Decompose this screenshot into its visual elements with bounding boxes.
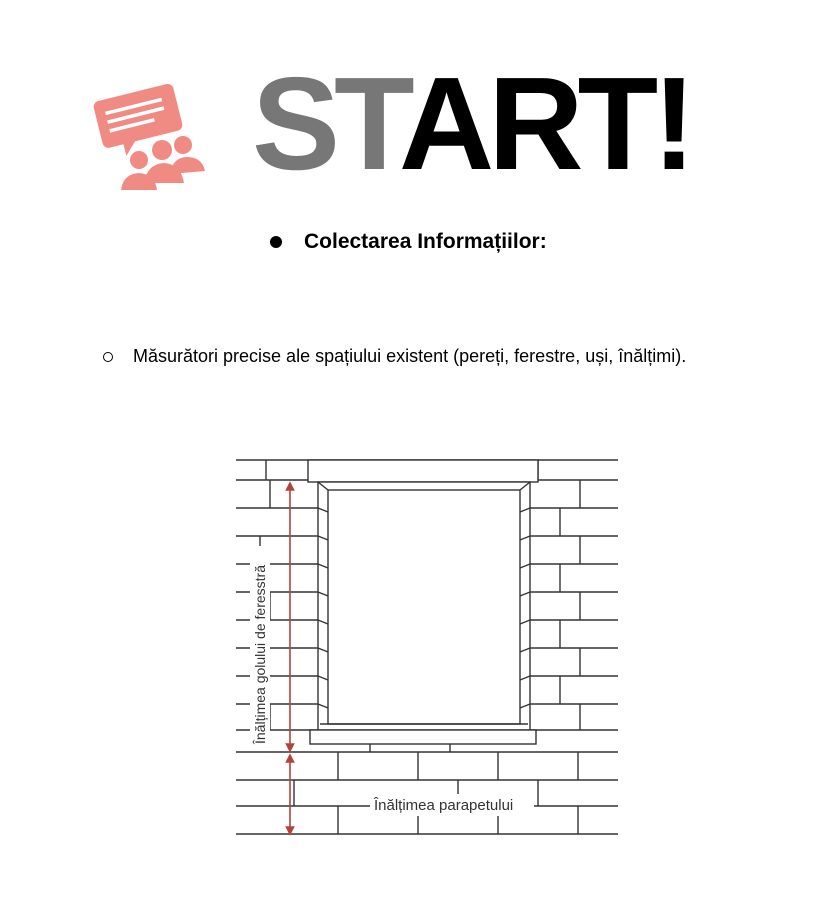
chat-group-icon xyxy=(88,80,213,200)
title-part-black: ART! xyxy=(398,50,691,197)
page-title xyxy=(252,50,691,197)
section-heading: Colectarea Informațiilor: xyxy=(304,230,547,253)
bullet-dot-icon xyxy=(270,236,282,248)
title-part-gray: ST xyxy=(252,50,399,197)
hollow-circle-icon xyxy=(103,352,113,362)
bullet-item xyxy=(270,230,547,254)
parapet-height-label: Înălțimea parapetului xyxy=(374,797,514,814)
window-diagram xyxy=(230,450,630,850)
sub-list-item xyxy=(103,346,686,367)
window-height-label: Înălțimea golului de feresstră xyxy=(252,565,268,744)
brick-wall xyxy=(236,460,618,834)
sub-item-text: Măsurători precise ale spațiului existent (pereți, ferestre, uși, înălțimi). xyxy=(133,346,687,366)
